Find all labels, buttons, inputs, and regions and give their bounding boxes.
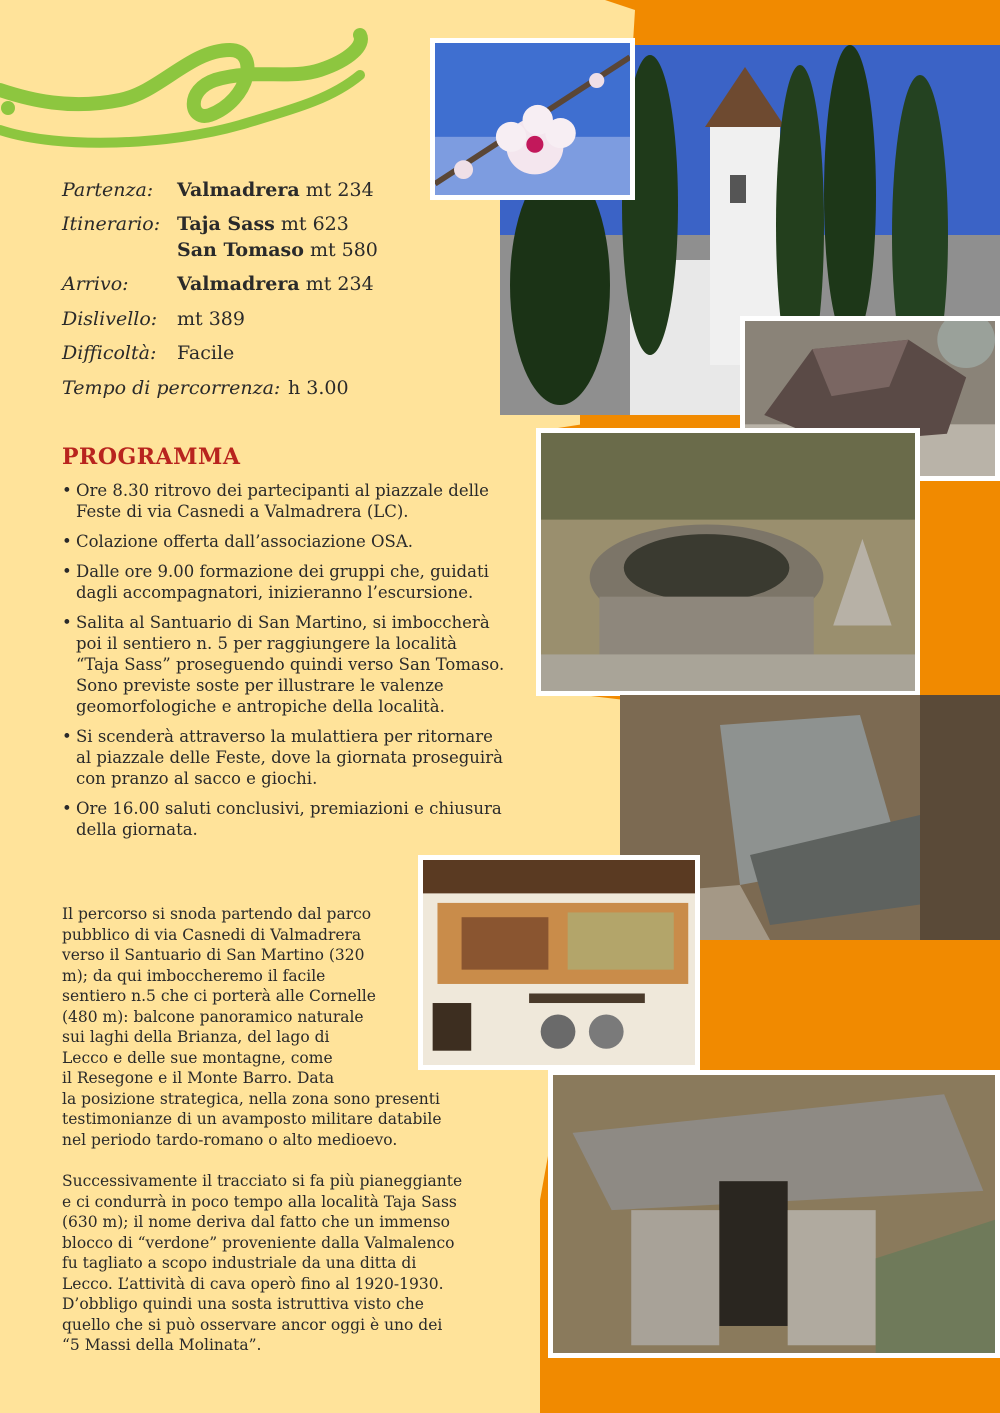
programma-item-line: • Ore 8.30 ritrovo dei partecipanti al piazzale delle [76, 481, 489, 500]
section-title-programma: PROGRAMMA [62, 444, 241, 470]
programma-list [62, 480, 532, 849]
programma-item-line: “Taja Sass” proseguendo quindi verso San Tomaso. [76, 655, 505, 674]
programma-item [62, 612, 532, 717]
info-row-partenza [62, 179, 482, 203]
info-row-arrivo [62, 273, 482, 297]
info-altitude: mt 623 [280, 213, 349, 235]
programma-item-line: al piazzale delle Feste, dove la giornata proseguirà [76, 748, 503, 767]
paragraph-line: D’obbligo quindi una sosta istruttiva visto che [62, 1295, 424, 1313]
paragraph-line: e ci condurrà in poco tempo alla località Taja Sass [62, 1192, 457, 1211]
programma-item-line: Sono previste soste per illustrare le valenze [76, 676, 444, 695]
swirl-decoration-icon [0, 20, 380, 160]
programma-item [62, 531, 532, 552]
info-row-difficolta [62, 342, 482, 366]
paragraph-line: verso il Santuario di San Martino (320 [62, 946, 365, 964]
photo-stone-well [536, 428, 920, 696]
programma-item [62, 480, 532, 522]
programma-item-line: • Dalle ore 9.00 formazione dei gruppi che, guidati [76, 562, 489, 581]
paragraph-line: testimonianze di un avamposto militare databile [62, 1110, 442, 1128]
info-row-tempo [62, 377, 482, 401]
paragraph-line: (480 m): balcone panoramico naturale [62, 1007, 364, 1026]
info-row-itinerario-1 [62, 213, 482, 237]
paragraph-line: il Resegone e il Monte Barro. Data [62, 1069, 335, 1087]
info-value: Facile [177, 342, 235, 364]
info-place: Valmadrera [177, 273, 300, 295]
programma-item [62, 726, 532, 789]
programma-item-line: dagli accompagnatori, inizieranno l’escursione. [76, 583, 474, 602]
info-label: Dislivello: [62, 308, 158, 330]
paragraph-line: pubblico di via Casnedi di Valmadrera [62, 925, 362, 944]
paragraph-line: sui laghi della Brianza, del lago di [62, 1028, 330, 1046]
info-label: Arrivo: [62, 273, 129, 295]
info-value: h 3.00 [288, 377, 349, 399]
paragraph-line: nel periodo tardo-romano o alto medioevo. [62, 1130, 398, 1149]
programma-item-line: con pranzo al sacco e giochi. [76, 769, 318, 788]
paragraph-line: la posizione strategica, nella zona sono presenti [62, 1089, 440, 1108]
programma-item [62, 561, 532, 603]
paragraph-line: Successivamente il tracciato si fa più pianeggiante [62, 1172, 463, 1190]
info-altitude: mt 234 [305, 273, 374, 295]
programma-item-line: • Colazione offerta dall’associazione OSA. [76, 532, 414, 551]
paragraph-line: fu tagliato a scopo industriale da una ditta di [62, 1254, 417, 1272]
info-label: Tempo di percorrenza: [62, 377, 281, 399]
photo-rock-shelter [548, 1070, 1000, 1358]
programma-item-line: • Si scenderà attraverso la mulattiera per ritornare [76, 727, 493, 746]
info-value: mt 389 [177, 308, 245, 330]
paragraph-line: quello che si può osservare ancor oggi è uno dei [62, 1315, 443, 1334]
info-row-itinerario-2 [62, 239, 482, 263]
description-paragraph-2 [62, 1171, 462, 1356]
paragraph-line: blocco di “verdone” proveniente dalla Valmalenco [62, 1233, 455, 1252]
programma-item-line: poi il sentiero n. 5 per raggiungere la località [76, 634, 458, 653]
info-place: San Tomaso [177, 239, 304, 261]
paragraph-line: Lecco. L’attività di cava operò fino al 1920-1930. [62, 1274, 444, 1293]
programma-item-line: geomorfologiche e antropiche della località. [76, 697, 445, 716]
paragraph-line: “5 Massi della Molinata”. [62, 1336, 262, 1354]
info-label: Itinerario: [62, 213, 161, 235]
programma-item [62, 798, 532, 840]
paragraph-line: (630 m); il nome deriva dal fatto che un immenso [62, 1213, 450, 1231]
info-row-dislivello [62, 308, 482, 332]
programma-item-line: • Ore 16.00 saluti conclusivi, premiazioni e chiusura [76, 799, 502, 818]
description-paragraph-1 [62, 904, 442, 1150]
info-label: Partenza: [62, 179, 154, 201]
paragraph-line: sentiero n.5 che ci porterà alle Cornelle [62, 987, 376, 1005]
paragraph-line: Il percorso si snoda partendo dal parco [62, 905, 372, 923]
paragraph-line: m); da qui imboccheremo il facile [62, 966, 326, 985]
programma-item-line: • Salita al Santuario di San Martino, si imboccherà [76, 613, 490, 632]
photo-almond-blossom-front [430, 38, 635, 200]
programma-item-line: Feste di via Casnedi a Valmadrera (LC). [76, 502, 409, 521]
photo-museum-interior [418, 855, 700, 1070]
programma-item-line: della giornata. [76, 820, 198, 839]
info-altitude: mt 580 [309, 239, 378, 261]
info-place: Valmadrera [177, 179, 300, 201]
info-altitude: mt 234 [305, 179, 374, 201]
paragraph-line: Lecco e delle sue montagne, come [62, 1048, 333, 1067]
info-label: Difficoltà: [62, 342, 157, 364]
info-place: Taja Sass [177, 213, 275, 235]
